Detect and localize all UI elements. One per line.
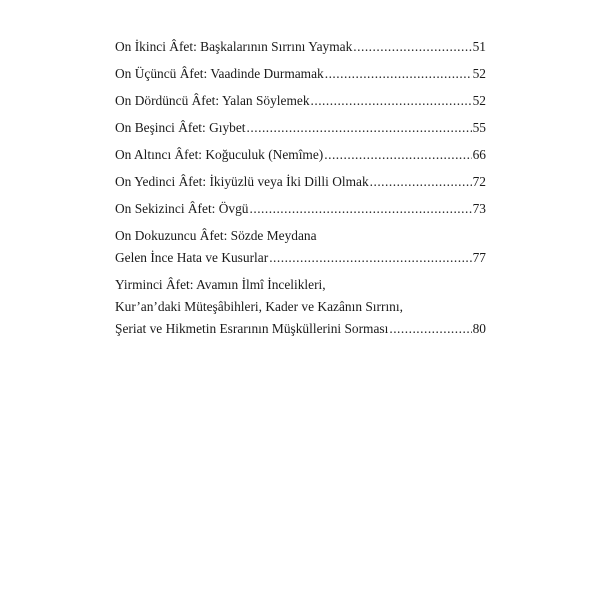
toc-entry-title: Şeriat ve Hikmetin Esrarının Müşküllerini Sorması (115, 321, 389, 336)
toc-entry[interactable] (115, 36, 486, 58)
toc-entry[interactable] (115, 117, 486, 139)
toc-entry-title: On İkinci Âfet: Başkalarının Sırrını Yaymak (115, 39, 353, 54)
toc-page-number: 52 (472, 93, 486, 108)
dot-leader (353, 36, 471, 58)
toc-entry-title: On Dördüncü Âfet: Yalan Söylemek (115, 93, 310, 108)
dot-leader (389, 318, 471, 340)
toc-entry-title: On Beşinci Âfet: Gıybet (115, 120, 246, 135)
toc-entry[interactable] (115, 171, 486, 193)
toc-entry[interactable] (115, 90, 486, 112)
toc-entry-line (115, 247, 486, 269)
toc-entry[interactable] (115, 274, 486, 340)
toc-page-number: 66 (472, 147, 486, 162)
toc-entry[interactable] (115, 225, 486, 269)
toc-page-number: 80 (472, 321, 486, 336)
toc-entry-line (115, 318, 486, 340)
toc-entry-title: On Sekizinci Âfet: Övgü (115, 201, 249, 216)
toc-entry-title-line: Kur’an’daki Müteşâbihleri, Kader ve Kazânın Sırrını, (115, 299, 403, 314)
toc-entry[interactable] (115, 63, 486, 85)
toc-entry-line (115, 198, 486, 220)
toc-entry-line (115, 171, 486, 193)
dot-leader (370, 171, 472, 193)
toc-page-number: 55 (472, 120, 486, 135)
toc-entry-title: On Yedinci Âfet: İkiyüzlü veya İki Dilli Olmak (115, 174, 369, 189)
toc-page-number: 52 (472, 66, 486, 81)
toc-page-number: 73 (472, 201, 486, 216)
dot-leader (250, 198, 472, 220)
toc-entry-line (115, 144, 486, 166)
toc-entry-title: On Altıncı Âfet: Koğuculuk (Nemîme) (115, 147, 324, 162)
toc-entry-line (115, 117, 486, 139)
dot-leader (324, 144, 471, 166)
toc-entry-title: On Üçüncü Âfet: Vaadinde Durmamak (115, 66, 324, 81)
toc-entry-title-line: Yirminci Âfet: Avamın İlmî İncelikleri, (115, 277, 326, 292)
dot-leader (247, 117, 472, 139)
toc-entry-title: Gelen İnce Hata ve Kusurlar (115, 250, 269, 265)
dot-leader (325, 63, 472, 85)
toc-entry[interactable] (115, 198, 486, 220)
dot-leader (311, 90, 472, 112)
toc-entry-line (115, 36, 486, 58)
dot-leader (269, 247, 471, 269)
toc-page-number: 77 (472, 250, 486, 265)
toc-page-number: 72 (472, 174, 486, 189)
table-of-contents (115, 36, 486, 345)
toc-entry-title-line: On Dokuzuncu Âfet: Sözde Meydana (115, 228, 317, 243)
toc-entry-line (115, 90, 486, 112)
toc-entry-line (115, 63, 486, 85)
toc-entry[interactable] (115, 144, 486, 166)
toc-page-number: 51 (472, 39, 486, 54)
